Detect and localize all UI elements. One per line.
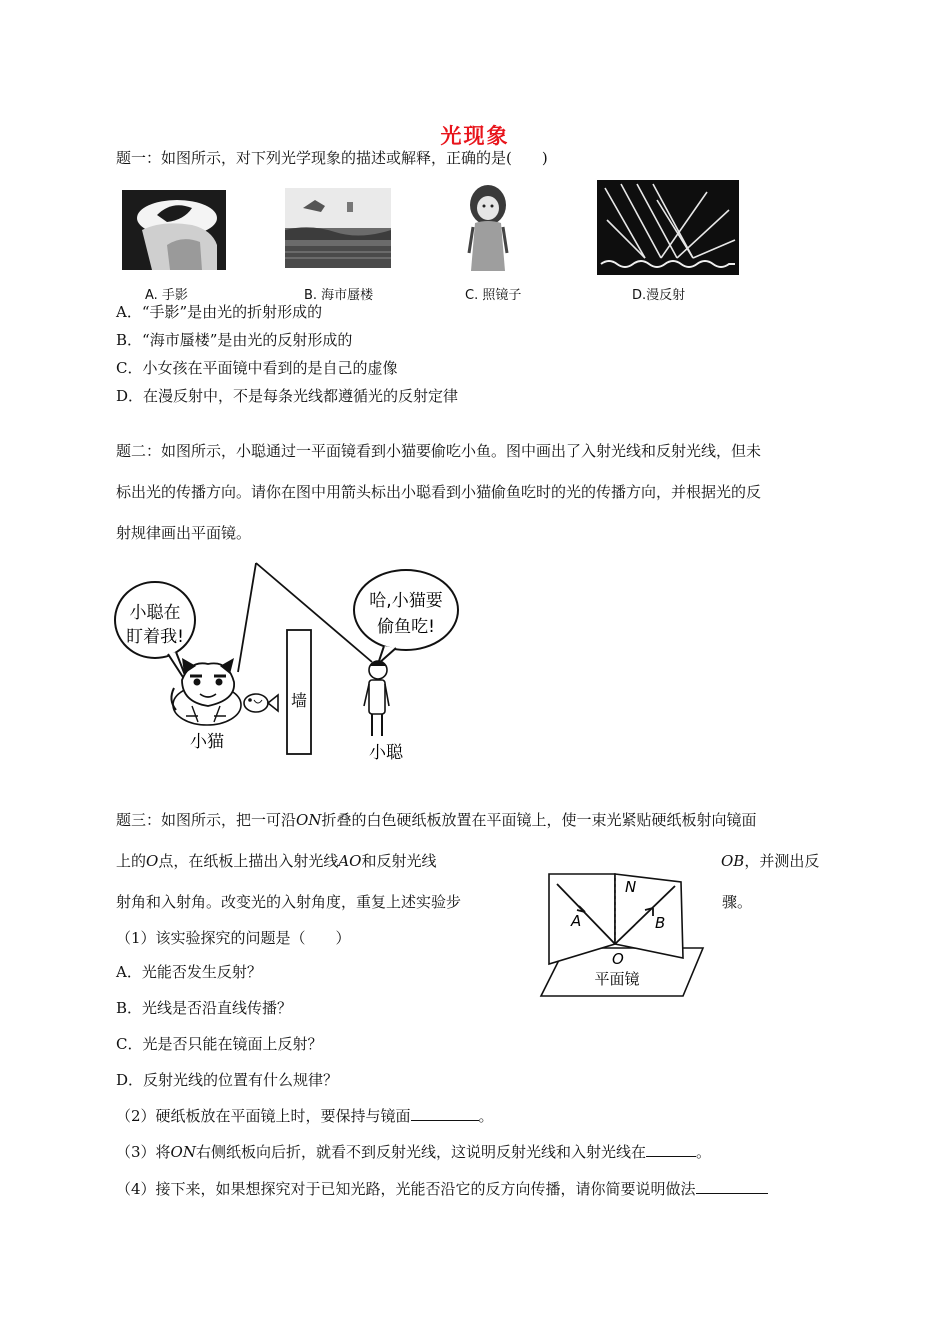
- label-a: A: [571, 912, 582, 930]
- incident-ray: [238, 563, 256, 672]
- q3-line-2c: 和反射光线: [361, 852, 437, 870]
- q2-line-2: 标出光的传播方向。请你在图中用箭头标出小聪看到小猫偷鱼吃时的光的传播方向，并根据光的反: [116, 483, 762, 501]
- q3-sub2-end: 。: [478, 1107, 494, 1125]
- label-b: B: [655, 914, 666, 932]
- hand-shadow-image: [122, 190, 226, 270]
- q3-option-c: C．光是否只能在镜面上反射？: [116, 1035, 323, 1053]
- q3-option-b: B．光线是否沿直线传播？: [116, 999, 293, 1017]
- boy-bubble-line-2: 偷鱼吃!: [377, 617, 435, 637]
- q3-line-1a: 题三：如图所示，把一可沿: [116, 811, 297, 829]
- wall-label: 墙: [290, 691, 308, 710]
- q3-line-2b: 点，在纸板上描出入射光线: [158, 852, 339, 870]
- caption-b: B. 海市蜃楼: [304, 288, 374, 303]
- boy-label: 小聪: [369, 743, 403, 763]
- cat-bubble-line-2: 盯着我!: [126, 627, 184, 647]
- q3-o-label: O: [146, 852, 159, 870]
- q3-ao-label: AO: [338, 852, 362, 870]
- diffuse-reflection-image: [597, 180, 739, 275]
- q2-line-3: 射规律画出平面镜。: [116, 524, 252, 542]
- q3-sub3: [116, 1142, 711, 1162]
- q3-sub3-end: 。: [696, 1143, 712, 1161]
- q3-sub3-text-b: 右侧纸板向后折，就看不到反射光线，这说明反射光线和入射光线在: [195, 1143, 646, 1161]
- q2-line-1: 题二：如图所示，小聪通过一平面镜看到小猫要偷吃小鱼。图中画出了入射光线和反射光线，但未: [116, 442, 762, 460]
- mirage-image: [285, 188, 391, 268]
- boy-bubble-line-1: 哈,小猫要: [369, 591, 443, 611]
- q3-sub3-text-a: （3）将: [116, 1143, 171, 1161]
- q3-line-1: [116, 810, 756, 830]
- label-o: O: [612, 950, 624, 968]
- mirror-girl-image: [465, 183, 511, 271]
- q3-option-d: D．反射光线的位置有什么规律？: [116, 1071, 339, 1089]
- q1-option-a: A．“手影”是由光的折射形成的: [116, 303, 323, 321]
- q3-sub2-text: （2）硬纸板放在平面镜上时，要保持与镜面: [116, 1107, 411, 1125]
- mirror-label: 平面镜: [594, 970, 640, 988]
- answer-blank-2[interactable]: [411, 1106, 479, 1121]
- q3-sub4-text: （4）接下来，如果想探究对于已知光路，光能否沿它的反方向传播，请你简要说明做法: [116, 1180, 696, 1198]
- q1-option-c: C．小女孩在平面镜中看到的是自己的虚像: [116, 359, 398, 377]
- q3-ob-label: OB: [721, 852, 745, 870]
- answer-blank-4[interactable]: [696, 1179, 768, 1194]
- cat-label: 小猫: [190, 732, 224, 752]
- q1-stem: 题一：如图所示，对下列光学现象的描述或解释，正确的是( ): [116, 149, 548, 167]
- q3-line-3a: 射角和入射角。改变光的入射角度，重复上述实验步: [116, 893, 462, 911]
- caption-c: C. 照镜子: [465, 288, 522, 303]
- q3-line-2a: 上的: [116, 852, 147, 870]
- label-n: N: [625, 878, 637, 896]
- page-title: 光现象: [440, 124, 510, 148]
- q3-line-2d: ，并测出反: [744, 852, 820, 870]
- q1-option-d: D．在漫反射中，不是每条光线都遵循光的反射定律: [116, 387, 459, 405]
- q3-sub4: [116, 1179, 768, 1199]
- q3-line-1b: 折叠的白色硬纸板放置在平面镜上，使一束光紧贴硬纸板射向镜面: [321, 811, 757, 829]
- q3-on-label: ON: [296, 811, 322, 829]
- q3-line-2-end: [721, 851, 819, 871]
- fish-drawing: [244, 694, 278, 712]
- q3-sub1: （1）该实验探究的问题是（ ）: [116, 929, 351, 947]
- caption-d: D.漫反射: [632, 288, 686, 303]
- q1-option-b: B．“海市蜃楼”是由光的反射形成的: [116, 331, 353, 349]
- answer-blank-3[interactable]: [646, 1142, 696, 1157]
- q3-sub3-on: ON: [170, 1143, 196, 1161]
- cat-mirror-figure: [110, 560, 470, 770]
- q3-sub2: [116, 1106, 494, 1126]
- cat-bubble-line-1: 小聪在: [129, 603, 181, 623]
- q3-line-3b: 骤。: [722, 893, 753, 911]
- mirror-board-figure: [535, 872, 707, 1000]
- boy-drawing: [364, 661, 389, 736]
- caption-a: A. 手影: [145, 288, 188, 303]
- q3-option-a: A．光能否发生反射？: [116, 963, 262, 981]
- q3-line-2: [116, 851, 437, 871]
